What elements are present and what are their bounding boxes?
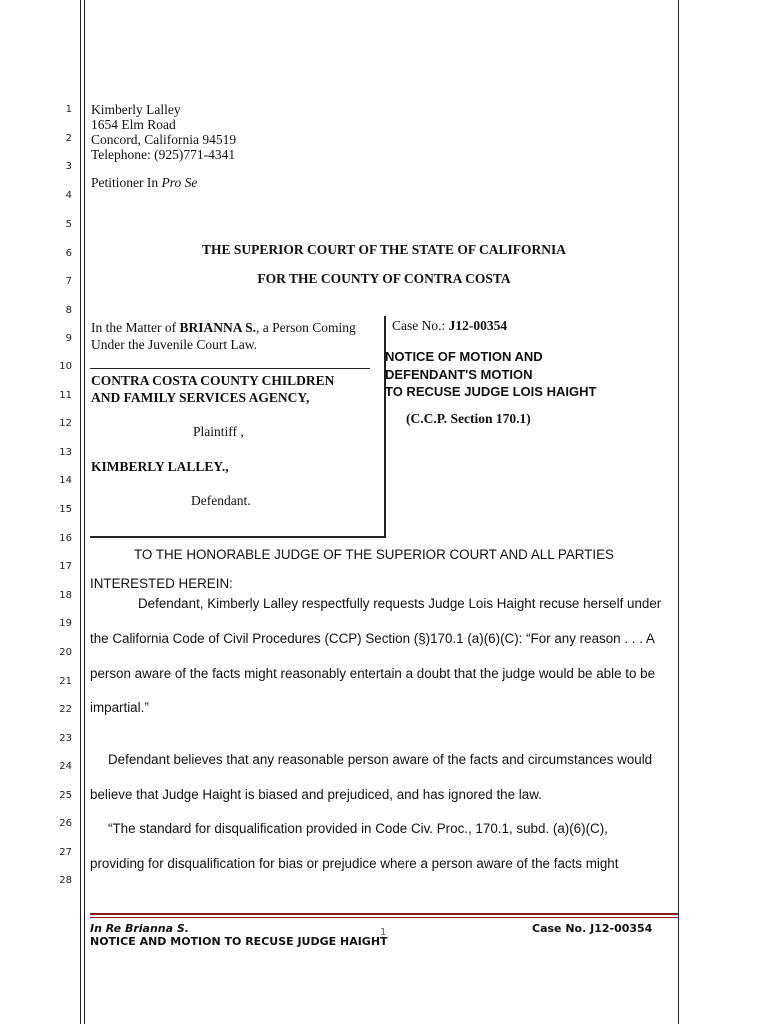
line-number: 19: [59, 618, 72, 629]
body-line: TO THE HONORABLE JUDGE OF THE SUPERIOR COURT AND ALL PARTIES: [134, 547, 614, 562]
line-number: 9: [65, 333, 72, 344]
body-line: the California Code of Civil Procedures (CCP) Section (§)170.1 (a)(6)(C): “For any reason . . . A: [90, 631, 655, 646]
body-line: providing for disqualification for bias or prejudice where a person aware of the facts might: [90, 856, 619, 871]
plaintiff-name: [91, 372, 334, 406]
motion-title-line-3: TO RECUSE JUDGE LOIS HAIGHT: [385, 384, 597, 399]
statute-citation: (C.C.P. Section 170.1): [406, 411, 531, 426]
plaintiff-label: Plaintiff ,: [193, 424, 244, 439]
matter-prefix: In the Matter of: [91, 320, 180, 335]
motion-title: [385, 348, 596, 401]
line-number: 7: [65, 276, 72, 287]
footer-rule: [90, 913, 678, 915]
line-number: 14: [59, 475, 72, 486]
caption-divider: [90, 368, 370, 369]
case-number: [392, 318, 507, 334]
line-number: 10: [59, 361, 72, 372]
motion-title-line-1: NOTICE OF MOTION AND: [385, 349, 543, 364]
footer-rule-thin: [90, 917, 678, 918]
line-number: 17: [59, 561, 72, 572]
plaintiff-name-line-2: AND FAMILY SERVICES AGENCY,: [91, 390, 310, 405]
plaintiff-name-line-1: CONTRA COSTA COUNTY CHILDREN: [91, 373, 335, 388]
line-number: 20: [59, 647, 72, 658]
line-number: 1: [65, 104, 72, 115]
filer-street: 1654 Elm Road: [91, 117, 176, 132]
page-number: 1: [380, 927, 387, 938]
line-number: 4: [65, 190, 72, 201]
line-number: 28: [59, 875, 72, 886]
court-title: THE SUPERIOR COURT OF THE STATE OF CALIFORNIA: [202, 242, 566, 257]
line-number: 23: [59, 733, 72, 744]
line-number: 22: [59, 704, 72, 715]
line-number: 21: [59, 676, 72, 687]
line-number: 27: [59, 847, 72, 858]
line-number: 26: [59, 818, 72, 829]
body-line: Defendant believes that any reasonable person aware of the facts and circumstances would: [108, 752, 653, 767]
line-number: 3: [65, 161, 72, 172]
right-margin-rule: [678, 0, 679, 1024]
body-line: believe that Judge Haight is biased and prejudiced, and has ignored the law.: [90, 787, 542, 802]
filer-name: Kimberly Lalley: [91, 102, 181, 117]
footer-case-number: Case No. J12-00354: [532, 922, 653, 935]
body-line: impartial.”: [90, 700, 149, 715]
line-number: 18: [59, 590, 72, 601]
line-number: 11: [59, 390, 72, 401]
body-line: Defendant, Kimberly Lalley respectfully requests Judge Lois Haight recuse herself under: [138, 596, 662, 611]
line-number: 6: [65, 248, 72, 259]
matter-suffix: , a Person Coming: [256, 320, 356, 335]
line-number: 15: [59, 504, 72, 515]
left-margin-rule: [80, 0, 81, 1024]
case-number-label: Case No.:: [392, 318, 449, 333]
line-number: 2: [65, 133, 72, 144]
line-number: 8: [65, 305, 72, 316]
line-number: 16: [59, 533, 72, 544]
left-margin-rule-inner: [84, 0, 85, 1024]
defendant-name: KIMBERLY LALLEY.,: [91, 459, 229, 474]
filer-phone: Telephone: (925)771-4341: [91, 147, 236, 162]
defendant-label: Defendant.: [191, 493, 251, 508]
line-number: 24: [59, 761, 72, 772]
body-line: “The standard for disqualification provided in Code Civ. Proc., 170.1, subd. (a)(6)(C),: [108, 821, 608, 836]
matter-line-2: Under the Juvenile Court Law.: [91, 337, 257, 352]
line-number: 5: [65, 219, 72, 230]
line-number: 12: [59, 418, 72, 429]
footer-case-name: In Re Brianna S.: [90, 922, 189, 935]
petitioner-italic: Pro Se: [161, 175, 198, 190]
footer-doc-title: NOTICE AND MOTION TO RECUSE JUDGE HAIGHT: [90, 935, 388, 948]
matter-name: BRIANNA S.: [179, 320, 256, 335]
court-county: FOR THE COUNTY OF CONTRA COSTA: [257, 271, 511, 286]
body-line: INTERESTED HEREIN:: [90, 576, 233, 591]
line-number: 13: [59, 447, 72, 458]
filer-city: Concord, California 94519: [91, 132, 237, 147]
body-line: person aware of the facts might reasonably entertain a doubt that the judge would be able to be: [90, 666, 656, 681]
line-number: 25: [59, 790, 72, 801]
petitioner-prefix: Petitioner In: [91, 175, 162, 190]
case-number-value: J12-00354: [448, 318, 508, 333]
matter-line: [91, 320, 356, 336]
motion-title-line-2: DEFENDANT'S MOTION: [385, 366, 533, 382]
petitioner-line: [91, 175, 197, 191]
filer-block: [91, 102, 236, 162]
